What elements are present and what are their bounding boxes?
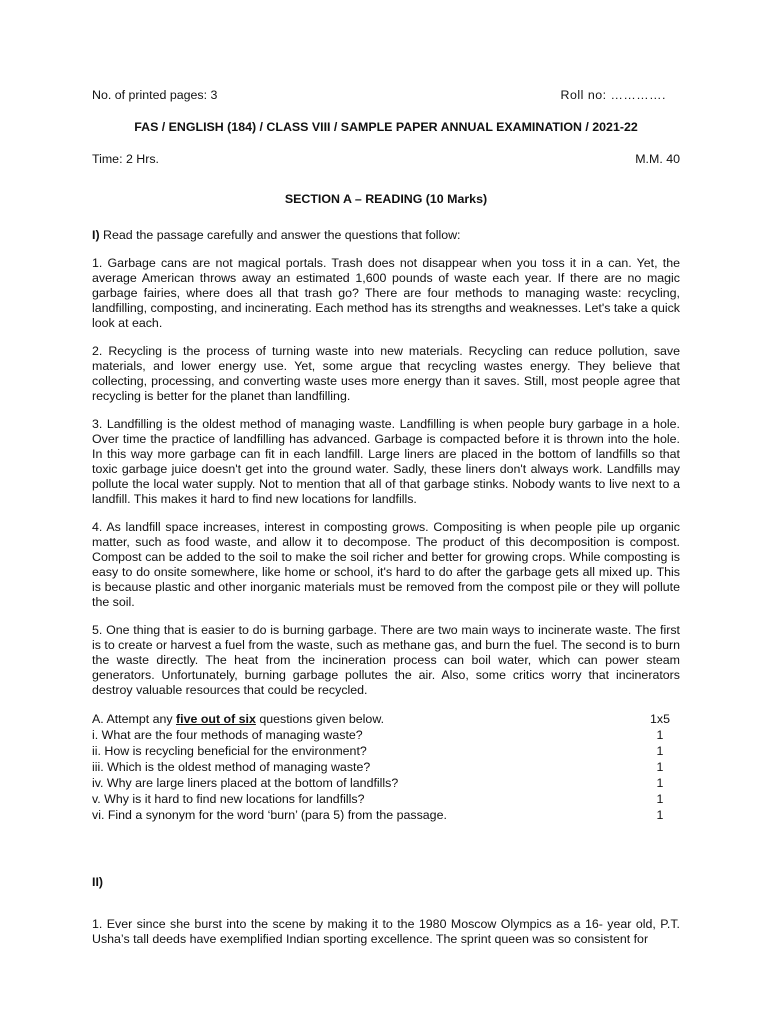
passage-paragraph-1: 1. Garbage cans are not magical portals. Trash does not disappear when you toss it in a can. Yet, the average American throws away an estimated 1,600 pounds of waste each year. If there are no magic garbage fairies, where does all that trash go? There are four methods to managing waste: recycling, landfilling, composting, and incinerating. Each method has its strengths and weaknesses. Let's take a quick look at each.: [92, 256, 680, 330]
question-text: ii. How is recycling beneficial for the environment?: [92, 744, 367, 758]
reading-instruction: [92, 228, 680, 242]
part-two-label: II): [92, 875, 104, 889]
passage-paragraph-4: 4. As landfill space increases, interest in composting grows. Compositing is when people pile up organic matter, such as food waste, and allow it to decompose. The product of this decomposition is compost. Compost can be added to the soil to make the soil richer and better for growing crops. While composting is easy to do onsite somewhere, like home or school, it's hard to do after the garbage gets all mixed up. This is because plastic and other inorganic materials must be removed from the compost pile or they will pollute the soil.: [92, 520, 680, 609]
time-marks-row: [92, 152, 680, 166]
header-meta-row: [92, 88, 680, 102]
question-marks: 1: [656, 792, 664, 806]
question-item: [92, 807, 680, 823]
section-heading: SECTION A – READING (10 Marks): [284, 192, 488, 206]
exam-time: Time: 2 Hrs.: [92, 152, 160, 166]
question-text: iii. Which is the oldest method of managing waste?: [92, 760, 371, 774]
passage-paragraph-5: 5. One thing that is easier to do is burning garbage. There are two main ways to incinerate waste. The first is to create or harvest a fuel from the waste, such as methane gas, and burn the fuel. The second is to burn the waste directly. The heat from the incineration process can boil water, which can power steam generators. Unfortunately, burning garbage pollutes the air. Also, some critics worry that incinerators destroy valuable resources that could be recycled.: [92, 623, 680, 697]
question-text: i. What are the four methods of managing waste?: [92, 728, 363, 742]
questions-intro-marks: 1x5: [650, 712, 670, 726]
questions-intro: [92, 711, 680, 727]
passage-paragraph-3: 3. Landfilling is the oldest method of managing waste. Landfilling is when people bury garbage in a hole. Over time the practice of landfilling has advanced. Garbage is compacted before it is thrown into the hole. In this way more garbage can fit in each landfill. Large liners are placed in the bottom of landfills so that toxic garbage juice doesn't get into the ground water. Sadly, these liners don't always work. Landfills may pollute the local water supply. Not to mention that all of that garbage stinks. Nobody wants to live next to a landfill. This makes it hard to find new locations for landfills.: [92, 417, 680, 506]
instruction-text: Read the passage carefully and answer the questions that follow:: [99, 228, 461, 242]
exam-title: FAS / ENGLISH (184) / CLASS VIII / SAMPLE PAPER ANNUAL EXAMINATION / 2021-22: [134, 120, 638, 134]
passage-paragraph-2: 2. Recycling is the process of turning waste into new materials. Recycling can reduce pollution, save materials, and lower energy use. Yet, some argue that recycling wastes energy. They believe that collecting, processing, and converting waste uses more energy than it saves. Still, most people agree that recycling is better for the planet than landfilling.: [92, 344, 680, 403]
question-marks: 1: [656, 808, 664, 822]
question-text: iv. Why are large liners placed at the bottom of landfills?: [92, 776, 399, 790]
intro-after: questions given below.: [255, 712, 385, 726]
question-marks: 1: [656, 776, 664, 790]
question-marks: 1: [656, 760, 664, 774]
intro-before: A. Attempt any: [92, 712, 177, 726]
question-text: v. Why is it hard to find new locations for landfills?: [92, 792, 365, 806]
questions-intro-text: [92, 711, 384, 727]
question-item: [92, 791, 680, 807]
question-item: [92, 775, 680, 791]
part-two-paragraph: 1. Ever since she burst into the scene by making it to the 1980 Moscow Olympics as a 16- year old, P.T. Usha’s tall deeds have exemplified Indian sporting excellence. The sprint queen was so consistent for: [92, 917, 680, 946]
question-text: vi. Find a synonym for the word ‘burn’ (para 5) from the passage.: [92, 808, 447, 822]
exam-page: [92, 88, 680, 960]
question-marks: 1: [656, 744, 664, 758]
question-item: [92, 759, 680, 775]
question-item: [92, 743, 680, 759]
roll-number: Roll no: ………….: [560, 88, 666, 102]
max-marks: M.M. 40: [635, 152, 680, 166]
question-item: [92, 727, 680, 743]
printed-pages: No. of printed pages: 3: [92, 88, 218, 102]
question-marks: 1: [656, 728, 664, 742]
instruction-number: I): [92, 228, 100, 242]
intro-emphasis: five out of six: [176, 712, 256, 726]
